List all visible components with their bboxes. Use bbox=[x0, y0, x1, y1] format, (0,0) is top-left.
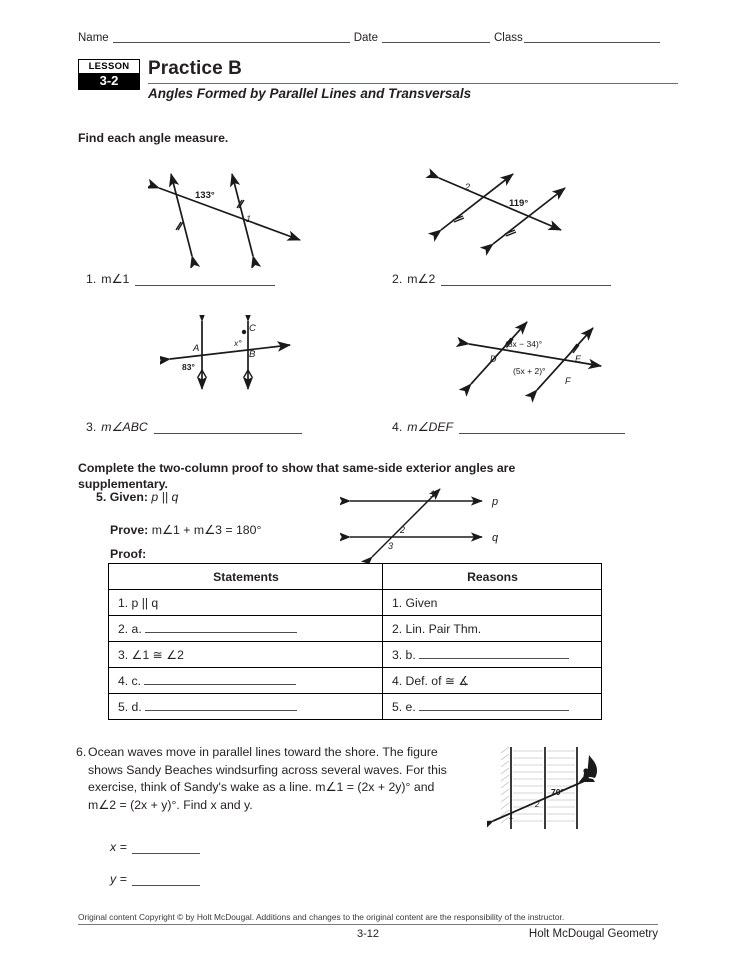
proof-reason-1 bbox=[383, 590, 602, 616]
question-1-text: m∠1 bbox=[101, 272, 130, 286]
question-1 bbox=[86, 272, 275, 286]
proof-reason-5-text: 5. e. bbox=[392, 700, 416, 714]
proof-statement-2 bbox=[109, 616, 383, 642]
footer-copyright: Original content Copyright © by Holt McDougal. Additions and changes to the original content are the responsibility of the instructor. bbox=[78, 912, 565, 922]
figure-3-point-a-label: A bbox=[193, 343, 200, 354]
figure-5-angle-1-label: 1 bbox=[430, 489, 436, 499]
proof-statement-1-text: 1. p || q bbox=[118, 595, 159, 610]
answer-y-label: y = bbox=[110, 872, 127, 886]
figure-3-angle-83-label: 83° bbox=[182, 362, 195, 372]
proof-label: Proof: bbox=[110, 547, 147, 561]
proof-prove-row bbox=[110, 523, 261, 537]
lesson-badge bbox=[78, 59, 140, 90]
table-row bbox=[109, 616, 602, 642]
figure-5-lines-p-q bbox=[340, 483, 520, 568]
figure-4-expression-bottom: (5x + 2)° bbox=[513, 366, 546, 376]
name-label: Name bbox=[78, 32, 109, 44]
figure-2-angle-2-label: 2 bbox=[465, 182, 471, 192]
answer-y-line[interactable] bbox=[132, 873, 200, 886]
proof-statement-4 bbox=[109, 668, 383, 694]
proof-given-label: Given: bbox=[109, 490, 148, 504]
question-2-number: 2. bbox=[392, 272, 403, 286]
question-3-answer-line[interactable] bbox=[154, 421, 302, 434]
question-2-answer-line[interactable] bbox=[441, 273, 611, 286]
proof-reason-5-blank[interactable] bbox=[419, 699, 569, 711]
proof-header-statements: Statements bbox=[109, 564, 383, 590]
table-row bbox=[109, 694, 602, 720]
question-4-answer-line[interactable] bbox=[459, 421, 625, 434]
lesson-number: 3-2 bbox=[79, 73, 139, 89]
figure-2-angle-119-label: 119° bbox=[509, 198, 529, 209]
answer-y bbox=[110, 872, 200, 886]
proof-statement-5-text: 5. d. bbox=[118, 700, 142, 714]
figure-6-angle-2-label: 2 bbox=[535, 800, 540, 809]
proof-statement-4-text: 4. c. bbox=[118, 674, 142, 688]
class-label: Class bbox=[493, 32, 523, 44]
lesson-word: LESSON bbox=[88, 61, 130, 72]
proof-statement-5 bbox=[109, 694, 383, 720]
proof-statement-1 bbox=[109, 590, 383, 616]
proof-reason-3-text: 3. b. bbox=[392, 648, 416, 662]
figure-5-angle-3-label: 3 bbox=[388, 541, 394, 551]
proof-prove-label: Prove: bbox=[110, 523, 149, 537]
proof-prove-value: m∠1 + m∠3 = 180° bbox=[151, 523, 262, 537]
table-row bbox=[109, 642, 602, 668]
proof-table bbox=[108, 563, 602, 720]
figure-3-point-c-label: C bbox=[249, 323, 256, 334]
proof-reason-1-text: 1. Given bbox=[392, 595, 438, 610]
proof-reason-4 bbox=[383, 668, 602, 694]
proof-given-value: p || q bbox=[151, 490, 179, 504]
figure-4-parallels-def bbox=[455, 312, 610, 409]
question-6 bbox=[76, 744, 463, 814]
footer-divider bbox=[78, 924, 658, 925]
question-4-number: 4. bbox=[392, 420, 403, 434]
question-1-answer-line[interactable] bbox=[135, 273, 275, 286]
question-4-text: m∠DEF bbox=[407, 420, 454, 434]
figure-4-point-e-label: E bbox=[575, 354, 582, 364]
figure-6-ocean-waves-windsurfer bbox=[487, 737, 615, 840]
proof-number: 5. bbox=[96, 490, 107, 504]
proof-statement-4-blank[interactable] bbox=[144, 673, 296, 685]
question-1-number: 1. bbox=[86, 272, 97, 286]
question-3-text: m∠ABC bbox=[101, 420, 148, 434]
proof-statement-5-blank[interactable] bbox=[145, 699, 297, 711]
figure-5-angle-2-label: 2 bbox=[400, 525, 406, 535]
figure-1-parallel-lines-133 bbox=[148, 158, 318, 273]
figure-3-angle-x-label: x° bbox=[234, 338, 242, 348]
figure-1-angle-133-label: 133° bbox=[195, 190, 215, 201]
question-4 bbox=[392, 420, 625, 434]
table-row bbox=[109, 590, 602, 616]
figure-4-point-d-label: D bbox=[490, 354, 497, 364]
instruction-find-angle-measure: Find each angle measure. bbox=[78, 131, 229, 145]
question-6-number: 6. bbox=[76, 745, 87, 759]
figure-3-vertical-parallels-abc bbox=[160, 315, 300, 400]
student-info-row bbox=[78, 31, 678, 44]
figure-5-line-p-label: p bbox=[492, 496, 499, 508]
footer-page-number: 3-12 bbox=[356, 928, 380, 940]
answer-x-line[interactable] bbox=[132, 841, 200, 854]
title-divider bbox=[148, 83, 678, 84]
figure-3-point-b-label: B bbox=[249, 349, 256, 360]
proof-reason-3 bbox=[383, 642, 602, 668]
page-subtitle: Angles Formed by Parallel Lines and Transversals bbox=[148, 86, 472, 101]
proof-given-row bbox=[96, 490, 178, 504]
figure-1-angle-1-label: 1 bbox=[246, 214, 252, 224]
class-input-line[interactable] bbox=[524, 31, 660, 43]
figure-4-expression-top: (8x − 34)° bbox=[505, 339, 543, 349]
instruction-two-column-proof: Complete the two-column proof to show that same-side exterior angles are supplementary. bbox=[78, 461, 516, 491]
figure-4-point-f-label: F bbox=[565, 376, 571, 386]
question-3-number: 3. bbox=[86, 420, 97, 434]
proof-statement-2-text: 2. a. bbox=[118, 622, 142, 636]
figure-6-angle-70-label: 70° bbox=[551, 787, 564, 797]
footer-brand: Holt McDougal Geometry bbox=[528, 928, 658, 940]
question-2 bbox=[392, 272, 611, 286]
question-2-text: m∠2 bbox=[407, 272, 436, 286]
proof-reason-5 bbox=[383, 694, 602, 720]
proof-statement-3 bbox=[109, 642, 383, 668]
question-6-text: Ocean waves move in parallel lines toward the shore. The figure shows Sandy Beaches windsurfing across several waves. For this exercise, think of Sandy's wake as a line. m∠1 = (2x + 2y)° and m∠2 = (2x + y)°. Find x and y. bbox=[88, 745, 447, 812]
figure-5-line-q-label: q bbox=[492, 532, 499, 544]
proof-reason-3-blank[interactable] bbox=[419, 647, 569, 659]
figure-2-parallel-lines-119 bbox=[425, 162, 595, 272]
page-title: Practice B bbox=[148, 58, 242, 79]
answer-x-label: x = bbox=[110, 840, 127, 854]
date-label: Date bbox=[353, 32, 378, 44]
proof-table-header-row bbox=[109, 564, 602, 590]
proof-reason-4-text: 4. Def. of ≅ ∡ bbox=[392, 673, 470, 688]
proof-reason-2 bbox=[383, 616, 602, 642]
question-3 bbox=[86, 420, 302, 434]
proof-statement-2-blank[interactable] bbox=[145, 621, 297, 633]
answer-x bbox=[110, 840, 200, 854]
date-input-line[interactable] bbox=[382, 31, 490, 43]
proof-statement-3-text: 3. ∠1 ≅ ∠2 bbox=[118, 647, 184, 662]
proof-reason-2-text: 2. Lin. Pair Thm. bbox=[392, 621, 482, 636]
name-input-line[interactable] bbox=[113, 31, 350, 43]
table-row bbox=[109, 668, 602, 694]
proof-header-reasons: Reasons bbox=[383, 564, 602, 590]
figure-6-angle-1-label: 1 bbox=[509, 812, 514, 821]
